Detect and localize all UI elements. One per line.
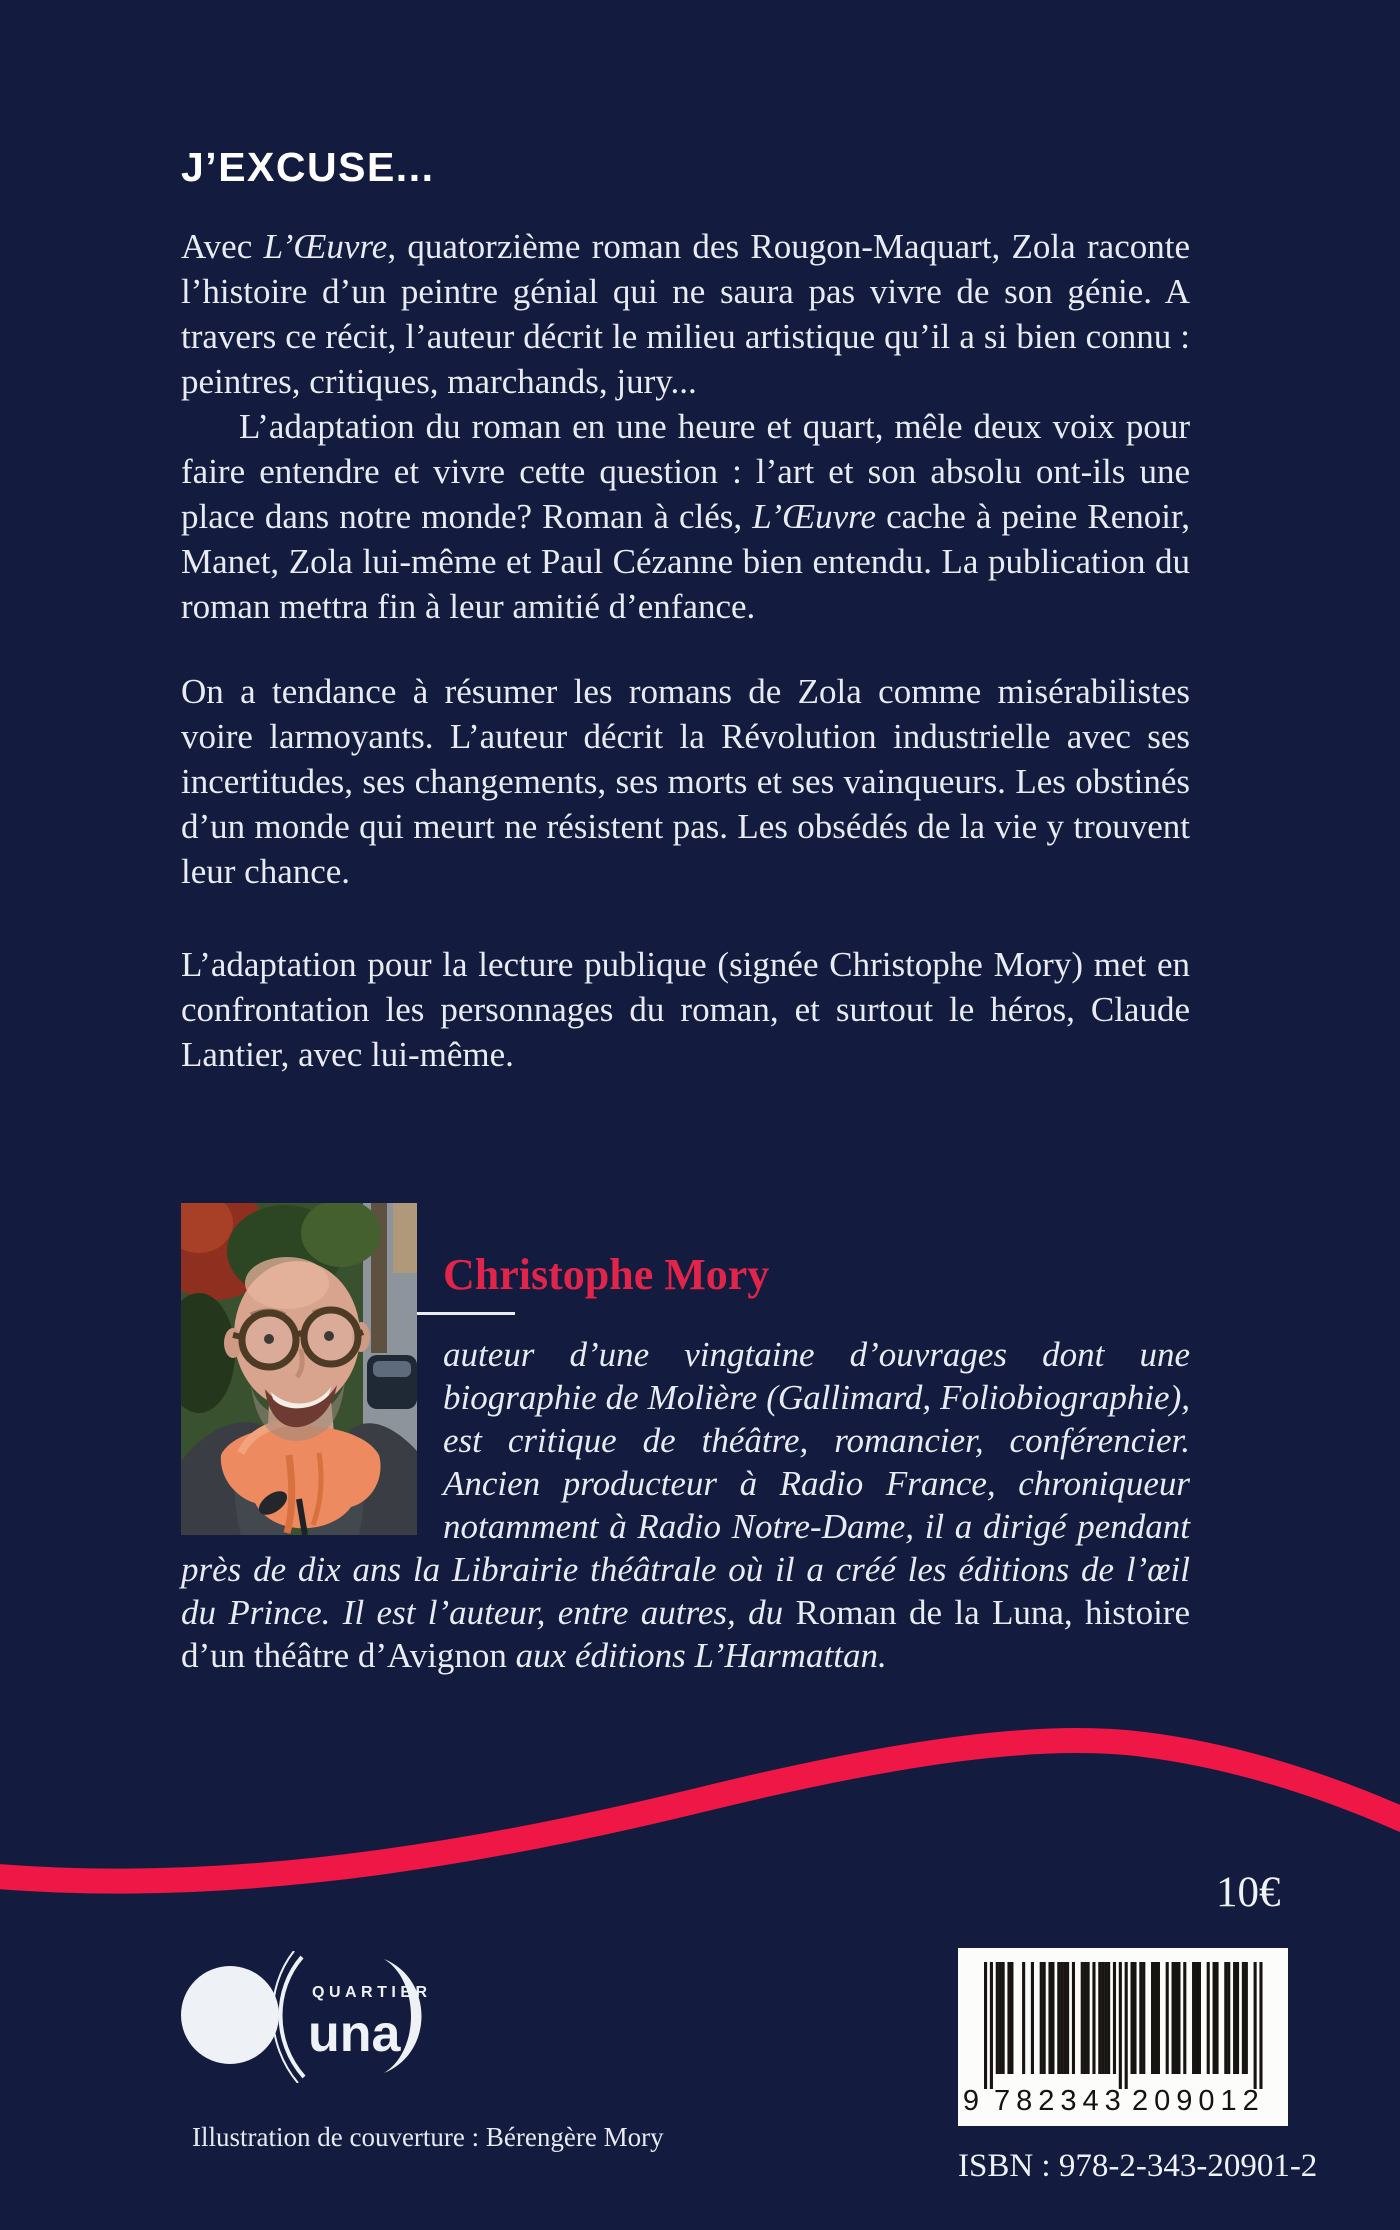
barcode-group-left: 782343 <box>994 2085 1127 2117</box>
author-section <box>181 1203 1190 1677</box>
book-title: J’EXCUSE... <box>181 144 435 190</box>
synopsis-paragraph-1b: L’adaptation du roman en une heure et quart, mêle deux voix pour faire entendre et vivre cette question : l’art et son absolu ont-ils une place dans notre monde? Roman à clés, L’Œuvre cache à peine Renoir, Manet, Zola lui-même et Paul Cézanne bien entendu. La publication du roman mettra fin à leur amitié d’enfance. <box>181 407 1191 626</box>
synopsis-paragraph-2: On a tendance à résumer les romans de Zola comme misérabilistes voire larmoyants. L’auteur décrit la Révolution industrielle avec ses incertitudes, ses changements, ses morts et ses vainqueurs. Les obstinés d’un monde qui meurt ne résistent pas. Les obsédés de la vie y trouvent leur chance. <box>181 672 1190 891</box>
synopsis-paragraph-1a: Avec L’Œuvre, quatorzième roman des Rougon-Maquart, Zola raconte l’histoire d’un peintre génial qui ne saura pas vivre de son génie. A travers ce récit, l’auteur décrit le milieu artistique qu’il a si bien connu : peintres, critiques, marchands, jury... <box>181 227 1190 401</box>
price-label: 10€ <box>1216 1869 1281 1916</box>
synopsis <box>181 224 1190 1077</box>
cover-illustration-credit: Illustration de couverture : Bérengère Mory <box>192 2122 664 2152</box>
logo-luna-text: una <box>308 2005 401 2063</box>
logo-arc <box>281 1957 305 2077</box>
barcode-group-right: 209012 <box>1132 2085 1265 2117</box>
synopsis-paragraph-3: L’adaptation pour la lecture publique (signée Christophe Mory) met en confrontation les personnages du roman, et surtout le héros, Claude Lantier, avec lui-même. <box>181 945 1190 1074</box>
author-bio: auteur d’une vingtaine d’ouvrages dont une biographie de Molière (Gallimard, Foliobiographie), est critique de théâtre, romancier, conférencier. Ancien producteur à Radio France, chroniqueur notamment à Radio Notre-Dame, il a dirigé pendant près de dix ans la Librairie théâtrale où il a créé les éditions de l’œil du Prince. Il est l’auteur, entre autres, du Roman de la Luna, histoire d’un théâtre d’Avignon aux éditions L’Harmattan. <box>181 1335 1190 1675</box>
author-name: Christophe Mory <box>443 1250 770 1299</box>
author-photo <box>181 1203 417 1535</box>
moon-disc-icon <box>181 1966 279 2064</box>
logo-quartier-text: QUARTIER <box>312 1984 432 2001</box>
barcode-digits <box>958 2084 1288 2120</box>
quartier-luna-logo <box>178 1951 440 2083</box>
barcode-digit-9: 9 <box>962 2085 980 2117</box>
isbn-label: ISBN : 978-2-343-20901-2 <box>958 2148 1318 2184</box>
barcode <box>958 1948 1288 2126</box>
red-swoosh <box>0 1660 1400 1920</box>
